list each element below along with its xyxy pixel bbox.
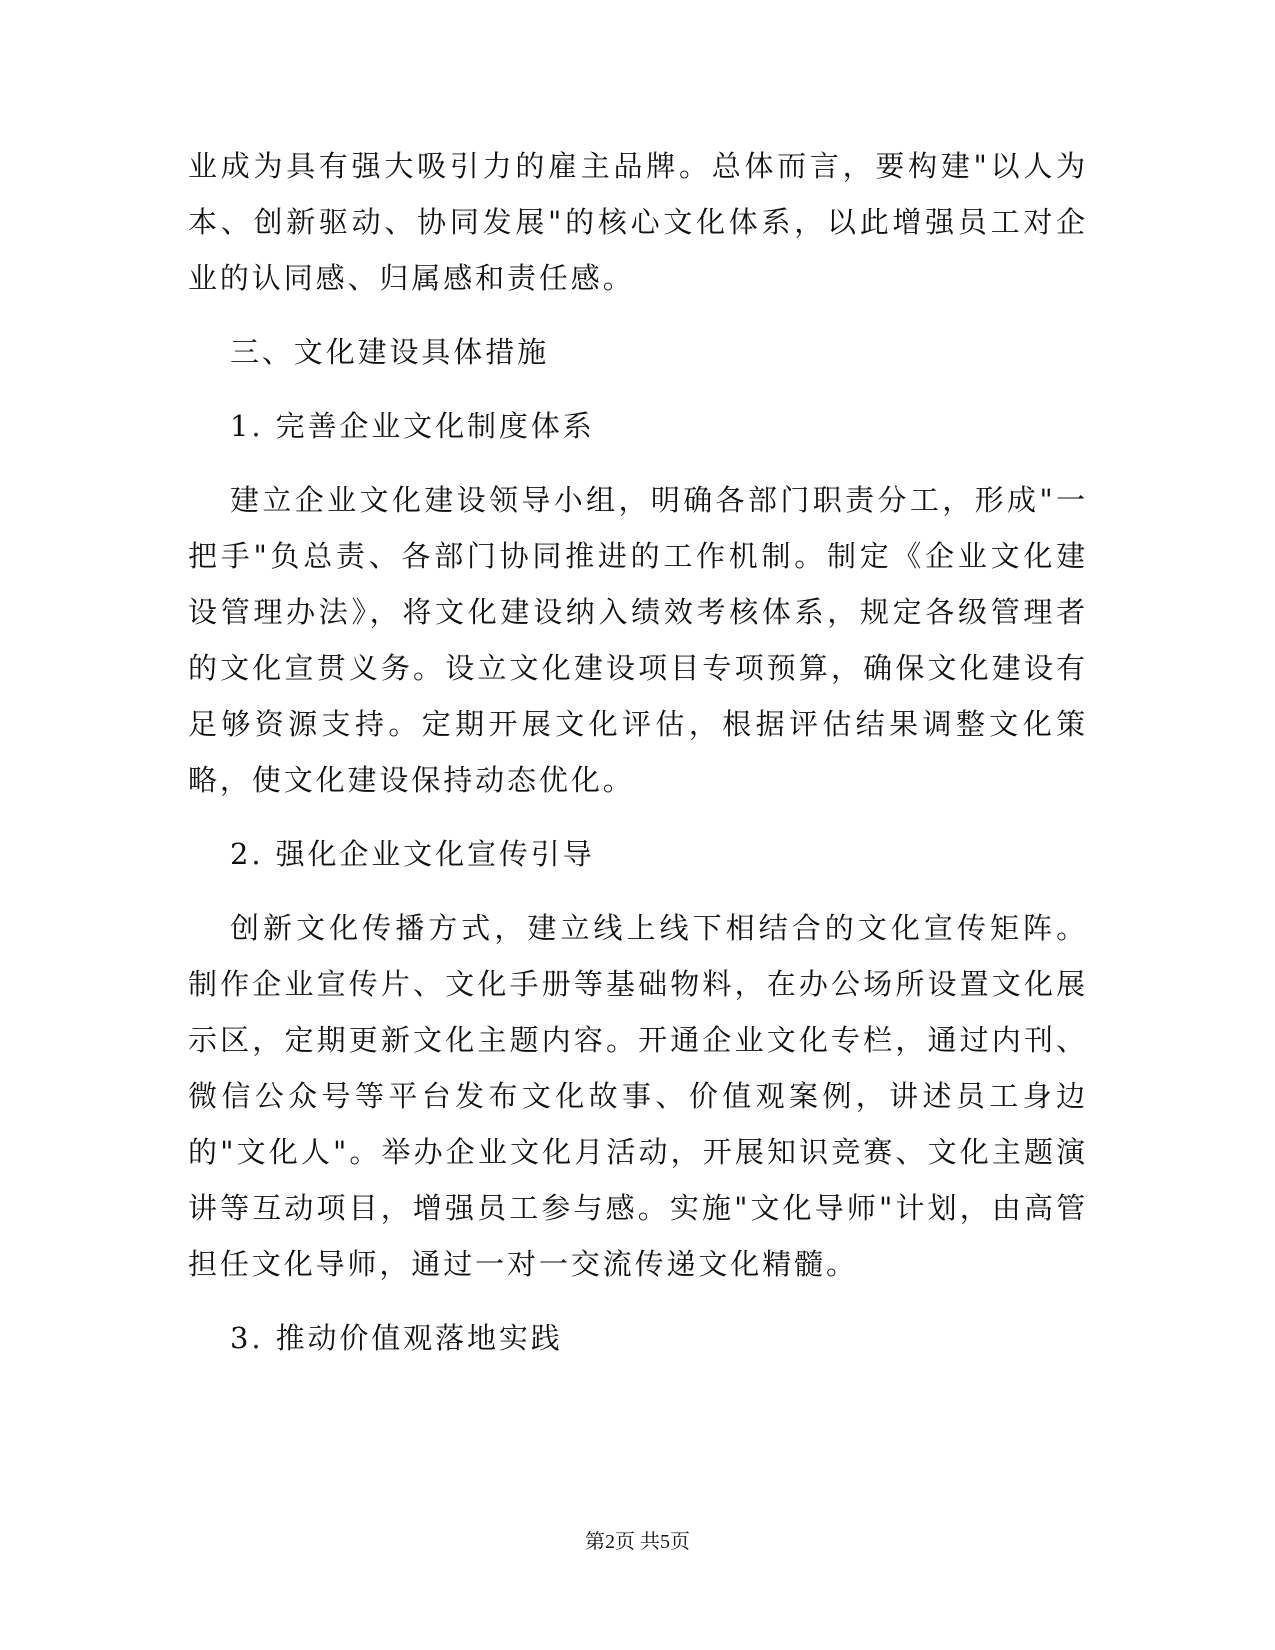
paragraph-system: 建立企业文化建设领导小组，明确各部门职责分工，形成"一把手"负总责、各部门协同推进的工作机制。制定《企业文化建设管理办法》，将文化建设纳入绩效考核体系，规定各级管理者的文化宣贯义务。设立文化建设项目专项预算，确保文化建设有足够资源支持。定期开展文化评估，根据评估结果调整文化策略，使文化建设保持动态优化。 bbox=[188, 483, 1088, 797]
document-body bbox=[188, 138, 1088, 1366]
paragraph-publicity: 创新文化传播方式，建立线上线下相结合的文化宣传矩阵。制作企业宣传片、文化手册等基础物料，在办公场所设置文化展示区，定期更新文化主题内容。开通企业文化专栏，通过内刊、微信公众号等平台发布文化故事、价值观案例，讲述员工身边的"文化人"。举办企业文化月活动，开展知识竞赛、文化主题演讲等互动项目，增强员工参与感。实施"文化导师"计划，由高管担任文化导师，通过一对一交流传递文化精髓。 bbox=[188, 911, 1088, 1281]
subsection-heading-3: 3. 推动价值观落地实践 bbox=[230, 1321, 563, 1355]
subsection-heading-2: 2. 强化企业文化宣传引导 bbox=[230, 837, 595, 871]
paragraph-intro-continuation: 业成为具有强大吸引力的雇主品牌。总体而言，要构建"以人为本、创新驱动、协同发展"的核心文化体系，以此增强员工对企业的认同感、归属感和责任感。 bbox=[188, 149, 1088, 295]
section-heading-3: 三、文化建设具体措施 bbox=[230, 335, 550, 369]
subsection-heading-1: 1. 完善企业文化制度体系 bbox=[230, 409, 595, 443]
page-number-footer: 第2页 共5页 bbox=[585, 1531, 690, 1553]
